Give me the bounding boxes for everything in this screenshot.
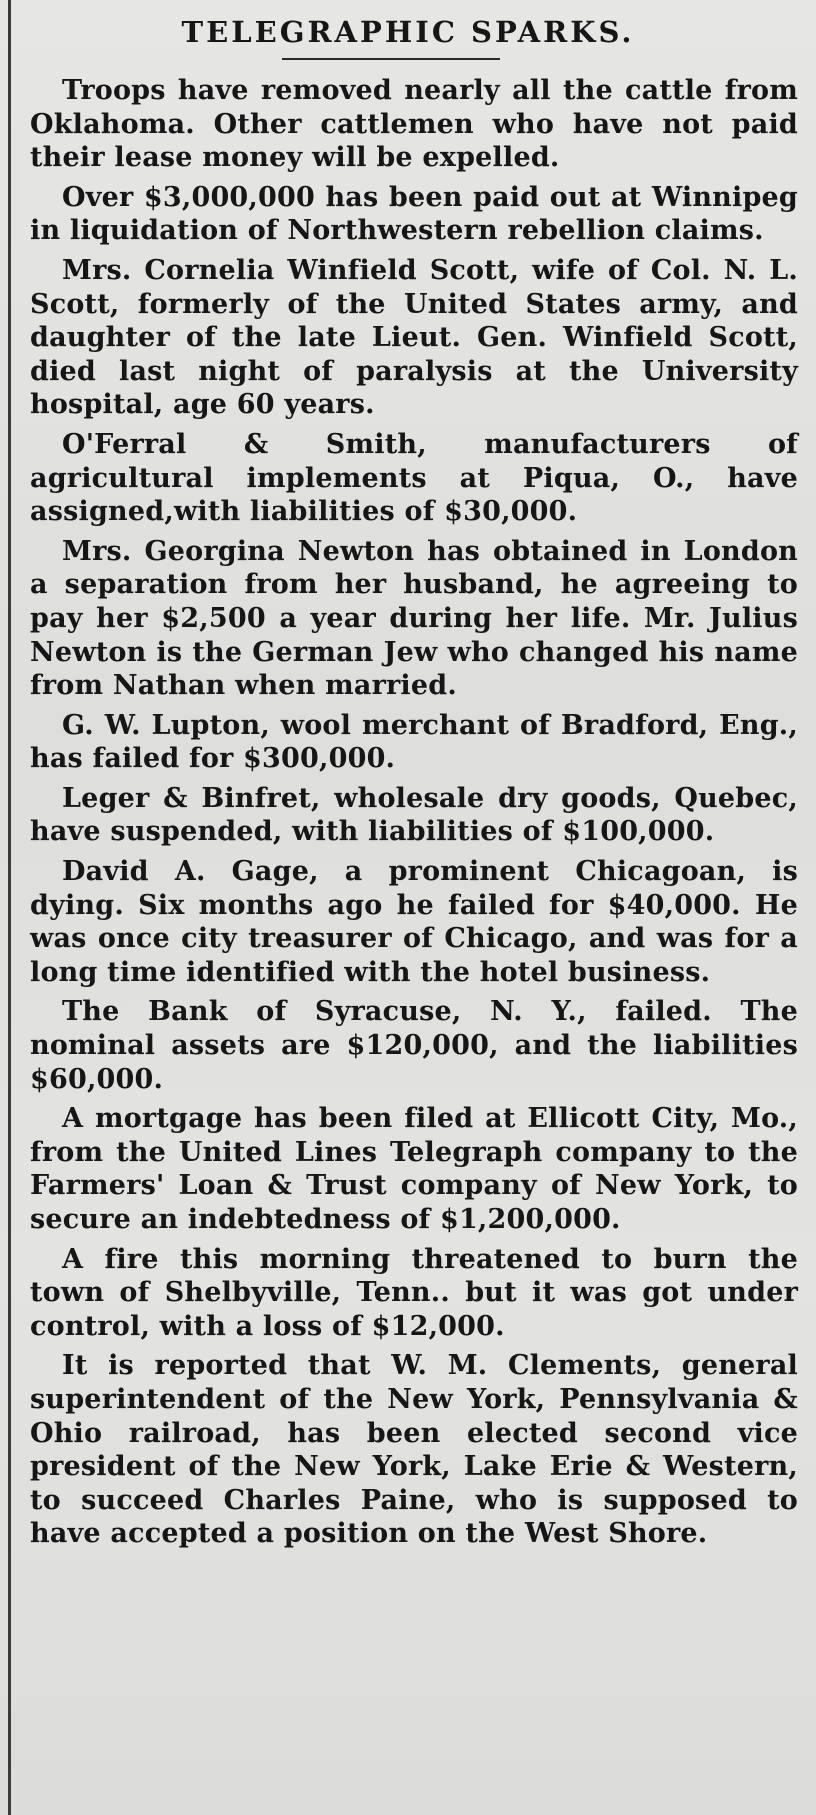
news-item: It is reported that W. M. Clements, general superintendent of the New York, Pennsylvania & Ohio railroad, has been elected second vice president of the New York, Lake Erie & Western, to succeed Charles Paine, who is supposed to have accepted a position on the West Shore. xyxy=(30,1350,798,1550)
news-item: A fire this morning threatened to burn the town of Shelbyville, Tenn.. but it was got under control, with a loss of $12,000. xyxy=(30,1243,798,1342)
news-item: The Bank of Syracuse, N. Y., failed. The nominal assets are $120,000, and the liabilities $60,000. xyxy=(30,996,798,1095)
article-body xyxy=(30,74,798,1557)
headline-divider xyxy=(282,58,500,60)
news-item: Troops have removed nearly all the cattle from Oklahoma. Other cattlemen who have not paid their lease money will be expelled. xyxy=(30,75,798,174)
headline: TELEGRAPHIC SPARKS. xyxy=(181,15,635,49)
column-rule xyxy=(8,0,11,1815)
news-item: Mrs. Cornelia Winfield Scott, wife of Col. N. L. Scott, formerly of the United States army, and daughter of the late Lieut. Gen. Winfield Scott, died last night of paralysis at the University hospital, age 60 years. xyxy=(30,254,798,421)
news-item: G. W. Lupton, wool merchant of Bradford, Eng., has failed for $300,000. xyxy=(30,709,798,775)
news-item: A mortgage has been filed at Ellicott City, Mo., from the United Lines Telegraph company to the Farmers' Loan & Trust company of New York, to secure an indebtedness of $1,200,000. xyxy=(30,1103,798,1235)
news-item: Leger & Binfret, wholesale dry goods, Quebec, have suspended, with liabilities of $100,000. xyxy=(30,782,798,848)
news-item: O'Ferral & Smith, manufacturers of agricultural implements at Piqua, O., have assigned,with liabilities of $30,000. xyxy=(30,428,798,528)
news-item: Over $3,000,000 has been paid out at Winnipeg in liquidation of Northwestern rebellion claims. xyxy=(30,181,798,247)
news-item: David A. Gage, a prominent Chicagoan, is dying. Six months ago he failed for $40,000. He was once city treasurer of Chicago, and was for a long time identified with the hotel business. xyxy=(30,856,798,988)
news-item: Mrs. Georgina Newton has obtained in London a separation from her husband, he agreeing to pay her $2,500 a year during her life. Mr. Julius Newton is the German Jew who changed his name from Nathan when married. xyxy=(30,535,798,702)
